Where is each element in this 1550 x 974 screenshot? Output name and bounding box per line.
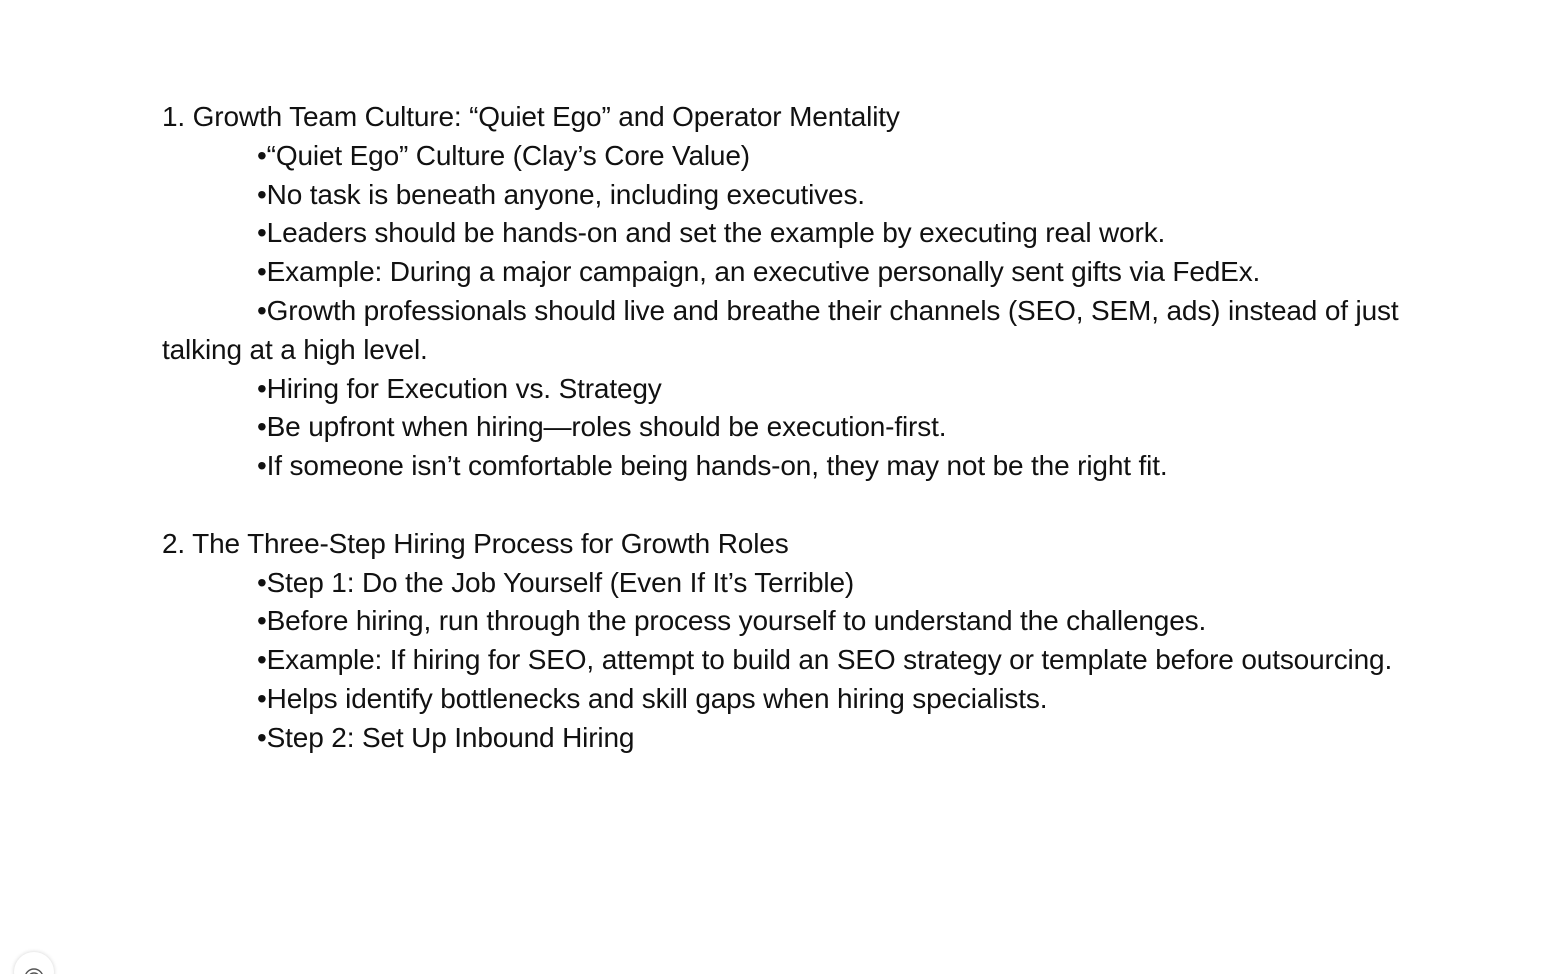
bullet-item: •Step 2: Set Up Inbound Hiring — [257, 721, 635, 753]
bullet-item: •Example: If hiring for SEO, attempt to build an SEO strategy or template before outsourcing. — [257, 644, 1393, 676]
section-heading: 2. The Three-Step Hiring Process for Growth Roles — [162, 527, 789, 559]
bullet-item: •Helps identify bottlenecks and skill gaps when hiring specialists. — [257, 682, 1048, 714]
section-heading: 1. Growth Team Culture: “Quiet Ego” and Operator Mentality — [162, 101, 900, 132]
bullet-item: •No task is beneath anyone, including executives. — [257, 178, 865, 210]
fingerprint-icon — [21, 962, 47, 974]
bullet-item: •If someone isn’t comfortable being hands-on, they may not be the right fit. — [257, 450, 1168, 482]
bullet-item: •Leaders should be hands-on and set the example by executing real work. — [257, 217, 1166, 249]
document-body — [162, 98, 1407, 758]
bullet-item: •Example: During a major campaign, an executive personally sent gifts via FedEx. — [257, 256, 1261, 288]
paragraph-spacer — [162, 486, 1402, 525]
fingerprint-button[interactable] — [14, 952, 54, 974]
bullet-item: •Hiring for Execution vs. Strategy — [257, 372, 662, 404]
bullet-item: •Growth professionals should live and breathe their channels (SEO, SEM, ads) instead of just talking at a high level. — [162, 294, 1407, 365]
bullet-item: •Be upfront when hiring—roles should be execution-first. — [257, 411, 947, 443]
bullet-item: •Step 1: Do the Job Yourself (Even If It’s Terrible) — [257, 566, 855, 598]
bullet-item: •“Quiet Ego” Culture (Clay’s Core Value) — [257, 139, 750, 171]
bullet-item: •Before hiring, run through the process yourself to understand the challenges. — [257, 605, 1207, 637]
